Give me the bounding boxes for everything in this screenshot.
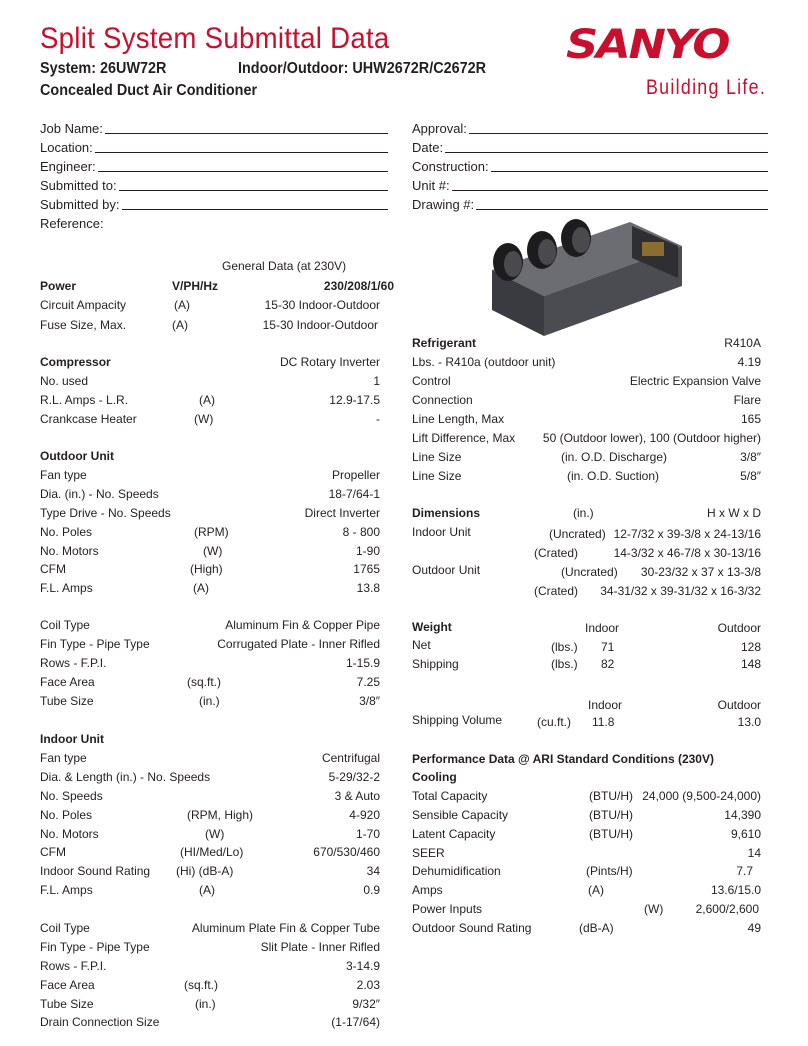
row-label: Face Area — [40, 675, 95, 689]
row-unit: (A) — [174, 298, 190, 312]
row-indoor: 71 — [601, 640, 615, 654]
brand-tagline: Building Life. — [646, 76, 767, 99]
row-value: 12.9-17.5 — [329, 393, 380, 407]
form-field-engineer[interactable] — [40, 155, 388, 174]
performance-heading: Performance Data @ ARI Standard Conditions (230V) — [412, 752, 714, 766]
row-label: Rows - F.P.I. — [40, 656, 107, 670]
row-label: CFM — [40, 562, 66, 576]
row-label: Face Area — [40, 978, 95, 992]
power-heading: Power — [40, 279, 77, 293]
row-label: Dia. & Length (in.) - No. Speeds — [40, 770, 211, 784]
row-label: Line Size — [412, 450, 462, 464]
product-name: Concealed Duct Air Conditioner — [40, 82, 258, 99]
row-label: Drain Connection Size — [40, 1015, 160, 1029]
row-unit: (Uncrated) — [549, 527, 606, 541]
row-label: Rows - F.P.I. — [40, 959, 107, 973]
row-label: SEER — [412, 846, 445, 860]
row-value: 50 (Outdoor lower), 100 (Outdoor higher) — [542, 431, 761, 445]
row-value: 3/8″ — [740, 450, 761, 464]
row-unit: (Hi) (dB-A) — [176, 864, 234, 878]
row-label: No. Speeds — [40, 789, 103, 803]
row-value: (1-17/64) — [331, 1015, 380, 1029]
row-label: No. Poles — [40, 525, 93, 539]
row-unit: (A) — [193, 581, 209, 595]
row-label: Fuse Size, Max. — [40, 318, 127, 332]
row-label: Fin Type - Pipe Type — [40, 637, 150, 651]
field-label: Unit #: — [412, 178, 450, 193]
row-value: 3/8″ — [359, 694, 380, 708]
form-field-drawing-number[interactable] — [412, 193, 768, 212]
row-label: Dehumidification — [412, 864, 501, 878]
field-label: Job Name: — [40, 121, 103, 136]
row-value: 165 — [740, 412, 761, 426]
row-label: Sensible Capacity — [412, 808, 509, 822]
power-unit-heading: V/PH/Hz — [172, 279, 219, 293]
system-model: System: 26UW72R — [40, 60, 167, 77]
row-label: R.L. Amps - L.R. — [40, 393, 129, 407]
volume-outdoor-heading: Outdoor — [717, 698, 761, 712]
row-label: Outdoor Sound Rating — [412, 921, 532, 935]
row-label: Lbs. - R410a (outdoor unit) — [412, 355, 556, 369]
row-label: Coil Type — [40, 618, 90, 632]
row-value: 4-920 — [349, 808, 380, 822]
row-label: No. Motors — [40, 827, 99, 841]
row-unit: (W) — [644, 902, 664, 916]
row-value: 14,390 — [724, 808, 761, 822]
row-unit: (Crated) — [534, 546, 579, 560]
row-label: Fin Type - Pipe Type — [40, 940, 150, 954]
cooling-heading: Cooling — [412, 770, 457, 784]
row-label: Latent Capacity — [412, 827, 496, 841]
row-label: Shipping — [412, 657, 459, 671]
row-value: 1-90 — [355, 544, 380, 558]
row-unit: (cu.ft.) — [537, 715, 572, 729]
row-label: Crankcase Heater — [40, 412, 137, 426]
row-value: 5/8″ — [740, 469, 761, 483]
row-label: No. Poles — [40, 808, 93, 822]
row-unit: (in. O.D. Suction) — [567, 469, 660, 483]
row-label: Lift Difference, Max — [412, 431, 516, 445]
row-label: Type Drive - No. Speeds — [40, 506, 171, 520]
field-label: Location: — [40, 140, 93, 155]
row-label: Circuit Ampacity — [40, 298, 127, 312]
row-label: Fan type — [40, 751, 87, 765]
row-unit: (High) — [190, 562, 223, 576]
indoor-outdoor-model: Indoor/Outdoor: UHW2672R/C2672R — [238, 60, 487, 77]
row-value: Aluminum Plate Fin & Copper Tube — [191, 921, 380, 935]
row-value: Direct Inverter — [304, 506, 380, 520]
row-value: 2.03 — [356, 978, 380, 992]
dimensions-heading: Dimensions — [412, 506, 481, 520]
row-outdoor: 148 — [740, 657, 761, 671]
weight-indoor-heading: Indoor — [585, 621, 620, 635]
form-field-reference[interactable] — [40, 212, 388, 231]
row-value: 1-70 — [355, 827, 380, 841]
row-unit: (sq.ft.) — [184, 978, 219, 992]
row-label: Indoor Sound Rating — [40, 864, 151, 878]
row-value: 13.8 — [356, 581, 380, 595]
volume-indoor-heading: Indoor — [588, 698, 623, 712]
row-value: Aluminum Fin & Copper Pipe — [225, 618, 380, 632]
field-label: Date: — [412, 140, 444, 155]
row-value: 1765 — [353, 562, 380, 576]
row-value: 1 — [373, 374, 380, 388]
power-value-heading: 230/208/1/60 — [323, 279, 394, 293]
row-label: Indoor Unit — [412, 525, 471, 539]
row-value: 7.7 — [736, 864, 753, 878]
row-value: 3-14.9 — [345, 959, 380, 973]
field-label: Submitted by: — [40, 197, 120, 212]
row-value: 8 - 800 — [342, 525, 380, 539]
row-label: Outdoor Unit — [412, 563, 481, 577]
form-field-location[interactable] — [40, 136, 388, 155]
row-value: 14-3/32 x 46-7/8 x 30-13/16 — [613, 546, 761, 560]
indoor-unit-image — [482, 218, 692, 338]
refrigerant-heading: Refrigerant — [412, 336, 477, 350]
row-unit: (Uncrated) — [561, 565, 618, 579]
field-label: Submitted to: — [40, 178, 117, 193]
form-field-job-name[interactable] — [40, 117, 388, 136]
row-value: 15-30 Indoor-Outdoor — [264, 298, 380, 312]
page-title: Split System Submittal Data — [40, 22, 390, 55]
row-label: Total Capacity — [412, 789, 488, 803]
row-label: Shipping Volume — [412, 713, 503, 727]
row-indoor: 82 — [601, 657, 615, 671]
field-label: Engineer: — [40, 159, 96, 174]
row-label: F.L. Amps — [40, 883, 93, 897]
form-field-unit-number[interactable] — [412, 174, 768, 193]
row-label: F.L. Amps — [40, 581, 93, 595]
row-value: 49 — [747, 921, 761, 935]
row-value: 34 — [366, 864, 380, 878]
row-outdoor: 128 — [740, 640, 761, 654]
row-value: 13.6/15.0 — [710, 883, 761, 897]
row-value: Flare — [733, 393, 761, 407]
form-field-submitted-by[interactable] — [40, 193, 388, 212]
row-unit: (A) — [199, 883, 215, 897]
row-unit: (HI/Med/Lo) — [180, 845, 244, 859]
row-unit: (A) — [172, 318, 188, 332]
outdoor-unit-heading: Outdoor Unit — [40, 449, 114, 463]
row-value: 14 — [747, 846, 761, 860]
form-field-date[interactable] — [412, 136, 768, 155]
row-label: Tube Size — [40, 997, 94, 1011]
row-unit: (W) — [203, 544, 223, 558]
form-right — [412, 117, 768, 212]
row-value: 3 & Auto — [334, 789, 380, 803]
row-label: Fan type — [40, 468, 87, 482]
row-value: 0.9 — [363, 883, 380, 897]
row-unit: (Crated) — [534, 584, 579, 598]
row-unit: (W) — [205, 827, 225, 841]
row-value: 12-7/32 x 39-3/8 x 24-13/16 — [613, 527, 761, 541]
row-label: Control — [412, 374, 451, 388]
row-value: 5-29/32-2 — [328, 770, 380, 784]
row-value: 18-7/64-1 — [328, 487, 380, 501]
row-unit: (in.) — [199, 694, 220, 708]
form-field-submitted-to[interactable] — [40, 174, 388, 193]
row-label: Net — [412, 638, 431, 652]
row-value: 670/530/460 — [313, 845, 380, 859]
row-unit: (lbs.) — [551, 657, 578, 671]
weight-outdoor-heading: Outdoor — [717, 621, 761, 635]
row-label: Connection — [412, 393, 473, 407]
row-unit: (RPM) — [194, 525, 229, 539]
row-label: No. Motors — [40, 544, 99, 558]
row-unit: (lbs.) — [551, 640, 578, 654]
field-label: Construction: — [412, 159, 489, 174]
row-label: Line Length, Max — [412, 412, 505, 426]
row-label: Power Inputs — [412, 902, 483, 916]
row-unit: (BTU/H) — [589, 808, 633, 822]
row-unit: (Pints/H) — [586, 864, 633, 878]
row-unit: (BTU/H) — [589, 789, 633, 803]
row-label: Tube Size — [40, 694, 94, 708]
row-value: Propeller — [331, 468, 380, 482]
row-value: 24,000 (9,500-24,000) — [642, 789, 761, 803]
field-label: Approval: — [412, 121, 467, 136]
row-value: Centrifugal — [321, 751, 380, 765]
row-unit: (A) — [199, 393, 215, 407]
row-unit: (sq.ft.) — [187, 675, 222, 689]
compressor-heading: Compressor — [40, 355, 111, 369]
dimensions-unit: (in.) — [573, 506, 594, 520]
row-value: 7.25 — [356, 675, 380, 689]
form-field-approval[interactable] — [412, 117, 768, 136]
row-value: 1-15.9 — [345, 656, 380, 670]
dimensions-format: H x W x D — [707, 506, 761, 520]
row-label: Line Size — [412, 469, 462, 483]
row-value: 15-30 Indoor-Outdoor — [262, 318, 378, 332]
row-value: 34-31/32 x 39-31/32 x 16-3/32 — [600, 584, 761, 598]
compressor-type: DC Rotary Inverter — [279, 355, 380, 369]
row-value: Corrugated Plate - Inner Rifled — [217, 637, 380, 651]
row-outdoor: 13.0 — [737, 715, 761, 729]
row-indoor: 11.8 — [592, 715, 615, 729]
row-value: 30-23/32 x 37 x 13-3/8 — [640, 565, 761, 579]
row-label: CFM — [40, 845, 66, 859]
form-left — [40, 117, 388, 231]
row-label: Amps — [412, 883, 443, 897]
row-unit: (dB-A) — [579, 921, 614, 935]
row-label: Dia. (in.) - No. Speeds — [40, 487, 159, 501]
row-value: - — [376, 412, 380, 426]
field-label: Reference: — [40, 216, 104, 231]
row-unit: (A) — [588, 883, 604, 897]
row-value: 9/32″ — [352, 997, 380, 1011]
form-field-construction[interactable] — [412, 155, 768, 174]
weight-heading: Weight — [412, 620, 452, 634]
row-unit: (W) — [194, 412, 214, 426]
row-value: 4.19 — [737, 355, 761, 369]
row-unit: (in. O.D. Discharge) — [561, 450, 668, 464]
general-data-title: General Data (at 230V) — [222, 259, 347, 273]
row-unit: (BTU/H) — [589, 827, 633, 841]
row-value: Electric Expansion Valve — [629, 374, 761, 388]
row-unit: (in.) — [195, 997, 216, 1011]
field-label: Drawing #: — [412, 197, 475, 212]
row-unit: (RPM, High) — [187, 808, 254, 822]
brand-logo: SANYO — [566, 22, 729, 68]
row-value: 9,610 — [730, 827, 761, 841]
refrigerant-type: R410A — [724, 336, 761, 350]
row-value: Slit Plate - Inner Rifled — [260, 940, 380, 954]
row-label: No. used — [40, 374, 89, 388]
row-value: 2,600/2,600 — [695, 902, 759, 916]
indoor-unit-heading: Indoor Unit — [40, 732, 104, 746]
row-label: Coil Type — [40, 921, 90, 935]
